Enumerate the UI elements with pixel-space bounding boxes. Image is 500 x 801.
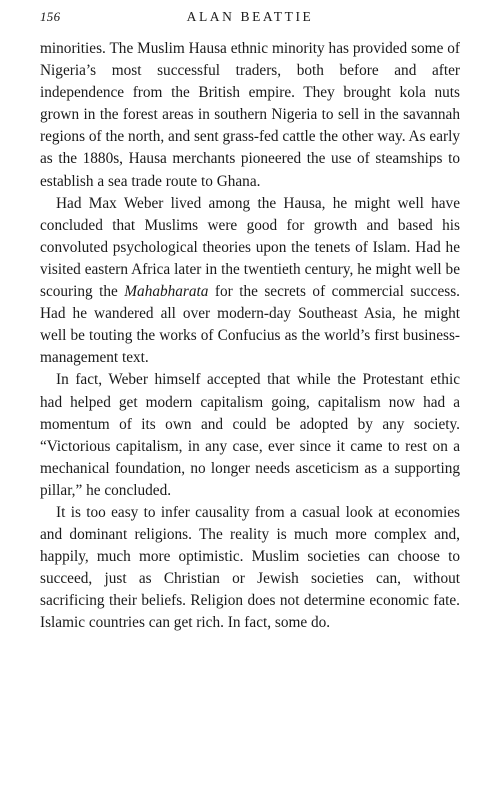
paragraph-1: minorities. The Muslim Hausa ethnic minority has provided some of Nigeria’s most successful traders, both before and after independence from the British empire. They brought kola nuts grown in the forest areas in southern Nigeria to sell in the savannah regions of the north, and sent grass-fed cattle the other way. As early as the 1880s, Hausa merchants pioneered the use of steamships to establish a sea trade route to Ghana. [40, 40, 460, 190]
paragraph-2-text-a: Had Max Weber lived among the Hausa, he might well have concluded that Muslims were good for growth and based his convoluted psychological theories upon the tenets of Islam. Had he visited eastern Africa later in the twentieth century, he might well be scouring the [40, 194, 460, 301]
paragraph-4: It is too easy to infer causality from a casual look at economies and dominant religions. The reality is much more complex and, happily, much more optimistic. Muslim societies can choose to succeed, just as Christian or Jewish societies can, without sacrificing their beliefs. Religion does not determine economic fate. Islamic countries can get rich. In fact, some do. [40, 503, 460, 632]
paragraph-2-text-b: for the secrets of commercial success. Had he wandered all over modern-day Southeast Asia, he might well be touting the works of Confucius as the world’s first business-management text. [40, 283, 460, 367]
page-number: 156 [40, 9, 61, 24]
paragraph-3: In fact, Weber himself accepted that while the Protestant ethic had helped get modern capitalism going, capitalism now had a momentum of its own and could be adopted by any society. “Victorious capitalism, in any case, ever since it came to rest on a mechanical foundation, no longer needs asceticism as a supporting pillar,” he concluded. [40, 371, 460, 499]
book-title-italic: Mahabharata [124, 283, 209, 301]
paragraph-2 [40, 193, 460, 370]
running-head: ALAN BEATTIE [186, 9, 314, 24]
page-header [40, 9, 460, 29]
body-text [40, 38, 460, 635]
